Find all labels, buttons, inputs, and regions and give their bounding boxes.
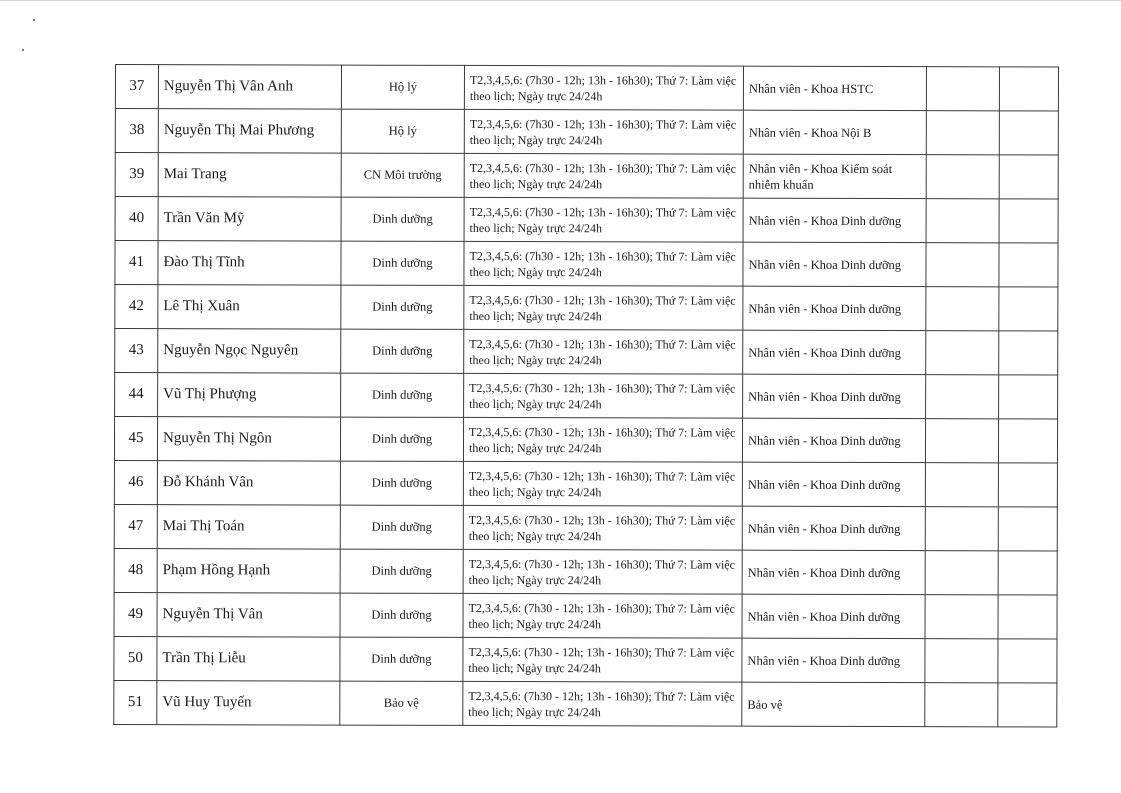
job-title: Dinh dưỡng <box>340 549 463 593</box>
staff-name: Mai Trang <box>158 153 341 197</box>
staff-name: Mai Thị Toán <box>157 505 340 549</box>
staff-table <box>113 64 1059 727</box>
job-title: Dinh dưỡng <box>341 373 464 417</box>
row-number: 51 <box>114 680 157 724</box>
row-number: 37 <box>115 65 158 109</box>
position-department: Nhân viên - Khoa Dinh dưỡng <box>742 462 925 506</box>
position-department: Nhân viên - Khoa Dinh dưỡng <box>742 418 925 462</box>
empty-cell <box>998 463 1057 507</box>
empty-cell <box>925 419 998 463</box>
work-schedule: T2,3,4,5,6: (7h30 - 12h; 13h - 16h30); Thứ 7: Làm việc theo lịch; Ngày trực 24/24h <box>464 329 743 374</box>
staff-name: Trần Văn Mỹ <box>158 197 341 241</box>
staff-name: Đỗ Khánh Vân <box>157 461 340 505</box>
empty-cell <box>925 639 998 683</box>
staff-name: Phạm Hồng Hạnh <box>157 549 340 593</box>
table-row <box>114 680 1057 726</box>
row-number: 45 <box>114 417 157 461</box>
table-row <box>114 417 1057 463</box>
row-number: 46 <box>114 460 157 504</box>
job-title: Dinh dưỡng <box>340 637 463 681</box>
empty-cell <box>998 639 1057 683</box>
empty-cell <box>999 67 1058 111</box>
table-row <box>114 548 1057 594</box>
staff-name: Đào Thị Tĩnh <box>158 241 341 285</box>
empty-cell <box>926 155 999 199</box>
staff-name: Nguyễn Thị Mai Phương <box>158 109 341 153</box>
work-schedule: T2,3,4,5,6: (7h30 - 12h; 13h - 16h30); Thứ 7: Làm việc theo lịch; Ngày trực 24/24h <box>463 505 742 550</box>
row-number: 38 <box>115 109 158 153</box>
work-schedule: T2,3,4,5,6: (7h30 - 12h; 13h - 16h30); Thứ 7: Làm việc theo lịch; Ngày trực 24/24h <box>464 241 743 286</box>
job-title: Dinh dưỡng <box>340 461 463 505</box>
position-department: Nhân viên - Khoa Dinh dưỡng <box>743 374 926 418</box>
table-row <box>115 109 1058 155</box>
work-schedule: T2,3,4,5,6: (7h30 - 12h; 13h - 16h30); Thứ 7: Làm việc theo lịch; Ngày trực 24/24h <box>464 285 743 330</box>
table-row <box>114 504 1057 550</box>
work-schedule: T2,3,4,5,6: (7h30 - 12h; 13h - 16h30); Thứ 7: Làm việc theo lịch; Ngày trực 24/24h <box>464 65 743 110</box>
work-schedule: T2,3,4,5,6: (7h30 - 12h; 13h - 16h30); Thứ 7: Làm việc theo lịch; Ngày trực 24/24h <box>464 109 743 154</box>
row-number: 50 <box>114 636 157 680</box>
empty-cell <box>925 463 998 507</box>
job-title: Dinh dưỡng <box>341 285 464 329</box>
empty-cell <box>925 551 998 595</box>
job-title: Hộ lý <box>341 109 464 153</box>
table-row <box>114 636 1057 682</box>
empty-cell <box>999 243 1058 287</box>
scan-speck <box>22 49 24 51</box>
work-schedule: T2,3,4,5,6: (7h30 - 12h; 13h - 16h30); Thứ 7: Làm việc theo lịch; Ngày trực 24/24h <box>463 417 742 462</box>
row-number: 41 <box>115 241 158 285</box>
empty-cell <box>998 419 1057 463</box>
table-row <box>114 592 1057 638</box>
work-schedule: T2,3,4,5,6: (7h30 - 12h; 13h - 16h30); Thứ 7: Làm việc theo lịch; Ngày trực 24/24h <box>463 637 742 682</box>
empty-cell <box>926 111 999 155</box>
row-number: 44 <box>115 373 158 417</box>
staff-name: Vũ Huy Tuyến <box>157 681 340 725</box>
table-row <box>115 197 1058 243</box>
table-row <box>115 285 1058 331</box>
empty-cell <box>999 111 1058 155</box>
staff-name: Vũ Thị Phượng <box>158 373 341 417</box>
work-schedule: T2,3,4,5,6: (7h30 - 12h; 13h - 16h30); Thứ 7: Làm việc theo lịch; Ngày trực 24/24h <box>464 197 743 242</box>
empty-cell <box>999 287 1058 331</box>
empty-cell <box>926 67 999 111</box>
empty-cell <box>925 683 998 727</box>
table-row <box>115 65 1058 111</box>
job-title: Dinh dưỡng <box>340 417 463 461</box>
empty-cell <box>998 683 1057 727</box>
position-department: Nhân viên - Khoa Dinh dưỡng <box>742 638 925 682</box>
position-department: Nhân viên - Khoa Nội B <box>743 110 926 154</box>
empty-cell <box>998 551 1057 595</box>
work-schedule: T2,3,4,5,6: (7h30 - 12h; 13h - 16h30); Thứ 7: Làm việc theo lịch; Ngày trực 24/24h <box>463 593 742 638</box>
job-title: Dinh dưỡng <box>340 505 463 549</box>
empty-cell <box>999 375 1058 419</box>
position-department: Nhân viên - Khoa Dinh dưỡng <box>743 330 926 374</box>
position-department: Bảo vệ <box>742 682 925 726</box>
position-department: Nhân viên - Khoa Dinh dưỡng <box>742 506 925 550</box>
job-title: Dinh dưỡng <box>341 241 464 285</box>
work-schedule: T2,3,4,5,6: (7h30 - 12h; 13h - 16h30); Thứ 7: Làm việc theo lịch; Ngày trực 24/24h <box>463 681 742 726</box>
job-title: Dinh dưỡng <box>341 197 464 241</box>
table-row <box>115 329 1058 375</box>
row-number: 49 <box>114 592 157 636</box>
empty-cell <box>999 155 1058 199</box>
position-department: Nhân viên - Khoa HSTC <box>743 66 926 110</box>
position-department: Nhân viên - Khoa Dinh dưỡng <box>743 242 926 286</box>
staff-name: Nguyễn Thị Vân <box>157 593 340 637</box>
empty-cell <box>999 199 1058 243</box>
job-title: Dinh dưỡng <box>341 329 464 373</box>
position-department: Nhân viên - Khoa Dinh dưỡng <box>742 594 925 638</box>
row-number: 47 <box>114 504 157 548</box>
row-number: 40 <box>115 197 158 241</box>
empty-cell <box>998 595 1057 639</box>
work-schedule: T2,3,4,5,6: (7h30 - 12h; 13h - 16h30); Thứ 7: Làm việc theo lịch; Ngày trực 24/24h <box>464 373 743 418</box>
staff-table-body <box>114 65 1059 727</box>
job-title: Hộ lý <box>341 65 464 109</box>
page-top-edge <box>0 0 1121 1</box>
empty-cell <box>926 199 999 243</box>
row-number: 43 <box>115 329 158 373</box>
table-row <box>115 241 1058 287</box>
row-number: 48 <box>114 548 157 592</box>
work-schedule: T2,3,4,5,6: (7h30 - 12h; 13h - 16h30); Thứ 7: Làm việc theo lịch; Ngày trực 24/24h <box>463 549 742 594</box>
table-row <box>114 460 1057 506</box>
empty-cell <box>926 287 999 331</box>
staff-name: Nguyễn Thị Ngôn <box>157 417 340 461</box>
staff-name: Lê Thị Xuân <box>158 285 341 329</box>
position-department: Nhân viên - Khoa Kiểm soát nhiễm khuẩn <box>743 154 926 198</box>
staff-name: Nguyễn Ngọc Nguyên <box>158 329 341 373</box>
work-schedule: T2,3,4,5,6: (7h30 - 12h; 13h - 16h30); Thứ 7: Làm việc theo lịch; Ngày trực 24/24h <box>463 461 742 506</box>
scan-speck <box>33 19 35 21</box>
staff-name: Nguyễn Thị Vân Anh <box>158 65 341 109</box>
empty-cell <box>998 507 1057 551</box>
empty-cell <box>926 243 999 287</box>
row-number: 39 <box>115 153 158 197</box>
empty-cell <box>925 595 998 639</box>
table-row <box>115 373 1058 419</box>
row-number: 42 <box>115 285 158 329</box>
job-title: Dinh dưỡng <box>340 593 463 637</box>
work-schedule: T2,3,4,5,6: (7h30 - 12h; 13h - 16h30); Thứ 7: Làm việc theo lịch; Ngày trực 24/24h <box>464 153 743 198</box>
position-department: Nhân viên - Khoa Dinh dưỡng <box>742 550 925 594</box>
empty-cell <box>926 331 999 375</box>
position-department: Nhân viên - Khoa Dinh dưỡng <box>743 286 926 330</box>
staff-name: Trần Thị Liễu <box>157 637 340 681</box>
empty-cell <box>925 507 998 551</box>
empty-cell <box>926 375 999 419</box>
empty-cell <box>999 331 1058 375</box>
table-row <box>115 153 1058 199</box>
position-department: Nhân viên - Khoa Dinh dưỡng <box>743 198 926 242</box>
job-title: Bảo vệ <box>340 681 463 725</box>
job-title: CN Môi trường <box>341 153 464 197</box>
